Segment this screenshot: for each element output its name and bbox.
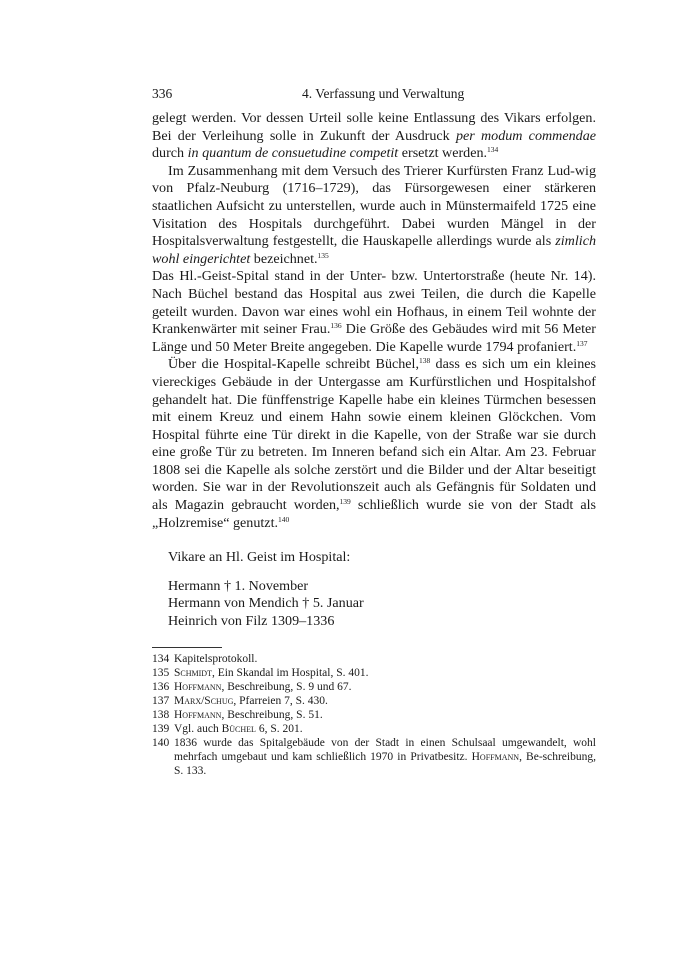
paragraph-text: durch <box>152 145 188 162</box>
footnote-number: 135 <box>152 666 170 679</box>
footnote-text: Vgl. auch <box>174 722 222 735</box>
footnote-text: , Be-schreibung, S. 133. <box>174 750 596 777</box>
footnote-text: , Beschreibung, S. 51. <box>221 708 323 721</box>
list-item: Hermann von Mendich † 5. Januar <box>168 595 364 612</box>
footnote-number: 136 <box>152 680 170 693</box>
paragraph-text: bezeichnet. <box>250 250 318 267</box>
footnote-number: 134 <box>152 652 170 665</box>
footnote-number: 137 <box>152 694 170 707</box>
footnote-text-wrap <box>174 680 596 694</box>
paragraph-text: Im Zusammenhang mit dem Versuch des Trierer Kurfürsten Franz Lud-wig von Pfalz-Neuburg (1716–1729), das Fürsorgewesen einer stärkeren staatlichen Aufsicht zu unterstellen, wurde auch in Münstermaifeld 1725 eine Visitation des Hospitals durchgeführt. Dabei wurden Mängel in der Hospitalsverwaltung festgestellt, die Hauskapelle allerdings wurde als <box>152 162 596 250</box>
footnote-text-wrap <box>174 722 596 736</box>
paragraph-4 <box>152 356 596 532</box>
book-page <box>152 86 596 778</box>
vikare-list <box>152 578 596 631</box>
page-number: 336 <box>152 86 173 101</box>
footnote-text: , Pfarreien 7, S. 430. <box>233 694 328 707</box>
footnote-text: , Beschreibung, S. 9 und 67. <box>221 680 352 693</box>
footnote-text: 1836 wurde das Spitalgebäude von der Stadt in einen Schulsaal umgewandelt, wohl mehrfach umgebaut und kam schließlich 1970 in Privatbesitz. <box>174 736 596 763</box>
footnote-text-wrap <box>174 736 596 778</box>
footnote-author: Büchel <box>221 722 256 735</box>
footnote-author: Marx/Schug <box>174 694 234 707</box>
footnote-text-wrap <box>174 708 596 722</box>
paragraph-text: Die Größe des Gebäudes wird mit 56 Meter Länge und 50 Meter Breite angegeben. Die Kapelle wurde 1794 profaniert. <box>152 321 596 355</box>
footnote-divider <box>152 647 222 648</box>
paragraph-text: dass es sich um ein kleines viereckiges Gebäude in der Untergasse am Kurfürstlichen und Hospitalshof gehandelt hat. Die fünffenstrige Kapelle habe ein kleines Türmchen besessen mit einem Kreuz und einem Hahn sowie einem kleinen Glöckchen. Vom Hospital führte eine Tür direkt in die Kapelle, von der Straße war sie durch eine große Tür zu betreten. Im Inneren befand sich ein Altar. Am 23. Februar 1808 sei die Kapelle als solche zerstört und die Bilder und der Altar beseitigt worden. Sie war in der Revolutionszeit auch als Gefängnis für Soldaten und als Magazin gebraucht worden, <box>152 356 596 514</box>
footnote-number: 138 <box>152 708 170 721</box>
footnote-number: 139 <box>152 722 170 735</box>
paragraph-text: Das Hl.-Geist-Spital stand in der Unter- bzw. Untertorstraße (heute Nr. 14). Nach Büchel bestand das Hospital aus zwei Teilen, die durch die Kapelle geteilt wurden. Davon war eines wohl ein Hofhaus, in einem Teil wohnte der Krankenwärter mit seiner Frau. <box>152 268 596 338</box>
footnote-138 <box>152 708 596 722</box>
running-head: 4. Verfassung und Verwaltung <box>302 86 465 101</box>
footnote-ref[interactable]: 135 <box>317 250 329 260</box>
footnote-text: Kapitelsprotokoll. <box>174 652 258 665</box>
footnote-text-wrap <box>174 666 596 680</box>
paragraph-text: schließlich wurde sie von der Stadt als „Holzremise“ genutzt. <box>152 497 597 531</box>
footnote-ref[interactable]: 136 <box>330 321 342 331</box>
paragraph-1 <box>152 110 596 163</box>
footnote-136 <box>152 680 596 694</box>
quoted-phrase: zimlich wohl eingerichtet <box>152 233 596 267</box>
footnote-number: 140 <box>152 736 170 749</box>
footnotes <box>152 652 596 778</box>
footnote-ref[interactable]: 139 <box>339 497 351 507</box>
footnote-text-wrap <box>174 694 596 708</box>
footnote-135 <box>152 666 596 680</box>
page-header <box>152 86 596 110</box>
paragraph-text: gelegt werden. Vor dessen Urteil solle keine Entlassung des Vikars erfolgen. Bei der Verleihung solle in Zukunft der Ausdruck <box>152 110 596 144</box>
paragraph-text: ersetzt werden. <box>398 145 488 162</box>
body-text <box>152 110 596 532</box>
footnote-ref[interactable]: 134 <box>487 145 499 155</box>
paragraph-3 <box>152 268 596 356</box>
footnote-author: Hoffmann <box>174 708 222 721</box>
footnote-140 <box>152 736 596 778</box>
footnote-author: Hoffmann <box>174 680 222 693</box>
footnote-text: 6, S. 201. <box>255 722 303 735</box>
footnote-text: , Ein Skandal im Hospital, S. 401. <box>211 666 369 679</box>
footnote-author: Schmidt <box>174 666 212 679</box>
footnote-134 <box>152 652 596 666</box>
footnote-ref[interactable]: 137 <box>576 338 588 348</box>
list-item: Heinrich von Filz 1309–1336 <box>168 613 335 630</box>
latin-phrase: per modum commendae <box>455 127 596 144</box>
footnote-137 <box>152 694 596 708</box>
footnote-ref[interactable]: 140 <box>278 514 290 524</box>
footnote-ref[interactable]: 138 <box>418 356 431 366</box>
paragraph-text: Über die Hospital-Kapelle schreibt Büchel, <box>168 356 419 373</box>
vikare-heading: Vikare an Hl. Geist im Hospital: <box>168 549 351 566</box>
latin-phrase: in quantum de consuetudine competit <box>187 145 399 162</box>
paragraph-2 <box>152 163 596 269</box>
footnote-author: Hoffmann <box>471 750 520 763</box>
footnote-139 <box>152 722 596 736</box>
list-item: Hermann † 1. November <box>168 577 309 594</box>
